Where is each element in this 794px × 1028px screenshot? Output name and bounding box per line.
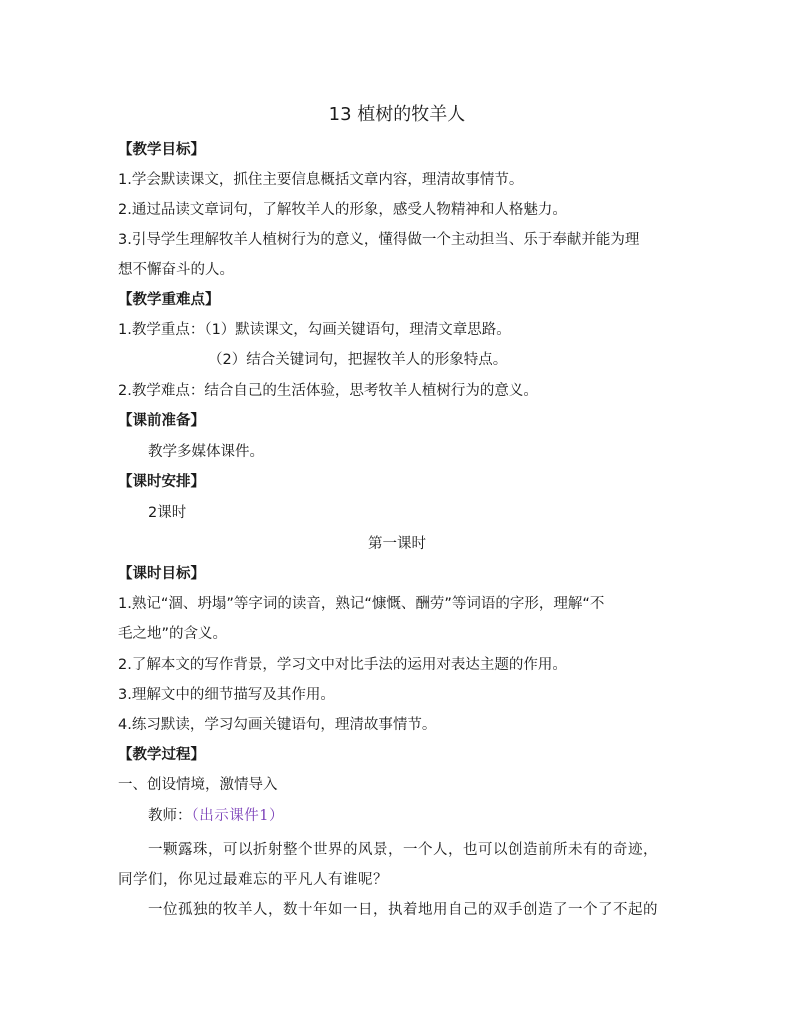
section-heading-process: 【教学过程】 bbox=[118, 747, 205, 763]
section-heading-teaching-goals: 【教学目标】 bbox=[118, 142, 205, 158]
key-point-1-sub-2: （2）结合关键词句，把握牧羊人的形象特点。 bbox=[208, 352, 508, 368]
preparation-text: 教学多媒体课件。 bbox=[148, 444, 264, 460]
goal-item-2: 2.通过品读文章词句，了解牧羊人的形象，感受人物精神和人格魅力。 bbox=[118, 202, 567, 218]
section-heading-schedule: 【课时安排】 bbox=[118, 474, 205, 490]
document-title: 13 植树的牧羊人 bbox=[328, 104, 466, 125]
paragraph-2-line-1: 一位孤独的牧羊人，数十年如一日，执着地用自己的双手创造了一个了不起的 bbox=[148, 902, 658, 918]
teacher-label: 教师： bbox=[148, 808, 192, 824]
period-title: 第一课时 bbox=[368, 536, 426, 552]
paragraph-1-line-1: 一颗露珠，可以折射整个世界的风景，一个人，也可以创造前所未有的奇迹， bbox=[148, 842, 658, 858]
process-step-1: 一、创设情境，激情导入 bbox=[118, 777, 278, 793]
period-goal-1-line-2: 毛之地”的含义。 bbox=[118, 626, 228, 642]
section-heading-key-points: 【教学重难点】 bbox=[118, 292, 220, 308]
schedule-text: 2课时 bbox=[148, 505, 187, 521]
goal-item-3-line-1: 3.引导学生理解牧羊人植树行为的意义，懂得做一个主动担当、乐于奉献并能为理 bbox=[118, 232, 640, 248]
period-goal-3: 3.理解文中的细节描写及其作用。 bbox=[118, 687, 335, 703]
period-goal-4: 4.练习默读，学习勾画关键语句，理清故事情节。 bbox=[118, 717, 437, 733]
period-goal-1-line-1: 1.熟记“涸、坍塌”等字词的读音，熟记“慷慨、酬劳”等词语的字形，理解“不 bbox=[118, 596, 605, 612]
section-heading-period-goals: 【课时目标】 bbox=[118, 566, 205, 582]
section-heading-preparation: 【课前准备】 bbox=[118, 413, 205, 429]
key-point-2: 2.教学难点：结合自己的生活体验，思考牧羊人植树行为的意义。 bbox=[118, 383, 538, 399]
goal-item-1: 1.学会默读课文，抓住主要信息概括文章内容，理清故事情节。 bbox=[118, 172, 524, 188]
paragraph-1-line-2: 同学们，你见过最难忘的平凡人有谁呢？ bbox=[118, 872, 388, 888]
goal-item-3-line-2: 想不懈奋斗的人。 bbox=[118, 262, 234, 278]
teacher-line bbox=[148, 806, 284, 826]
period-goal-2: 2.了解本文的写作背景，学习文中对比手法的运用对表达主题的作用。 bbox=[118, 657, 567, 673]
slide-note: （出示课件1） bbox=[191, 808, 284, 824]
key-point-1: 1.教学重点：（1）默读课文，勾画关键语句，理清文章思路。 bbox=[118, 322, 511, 338]
